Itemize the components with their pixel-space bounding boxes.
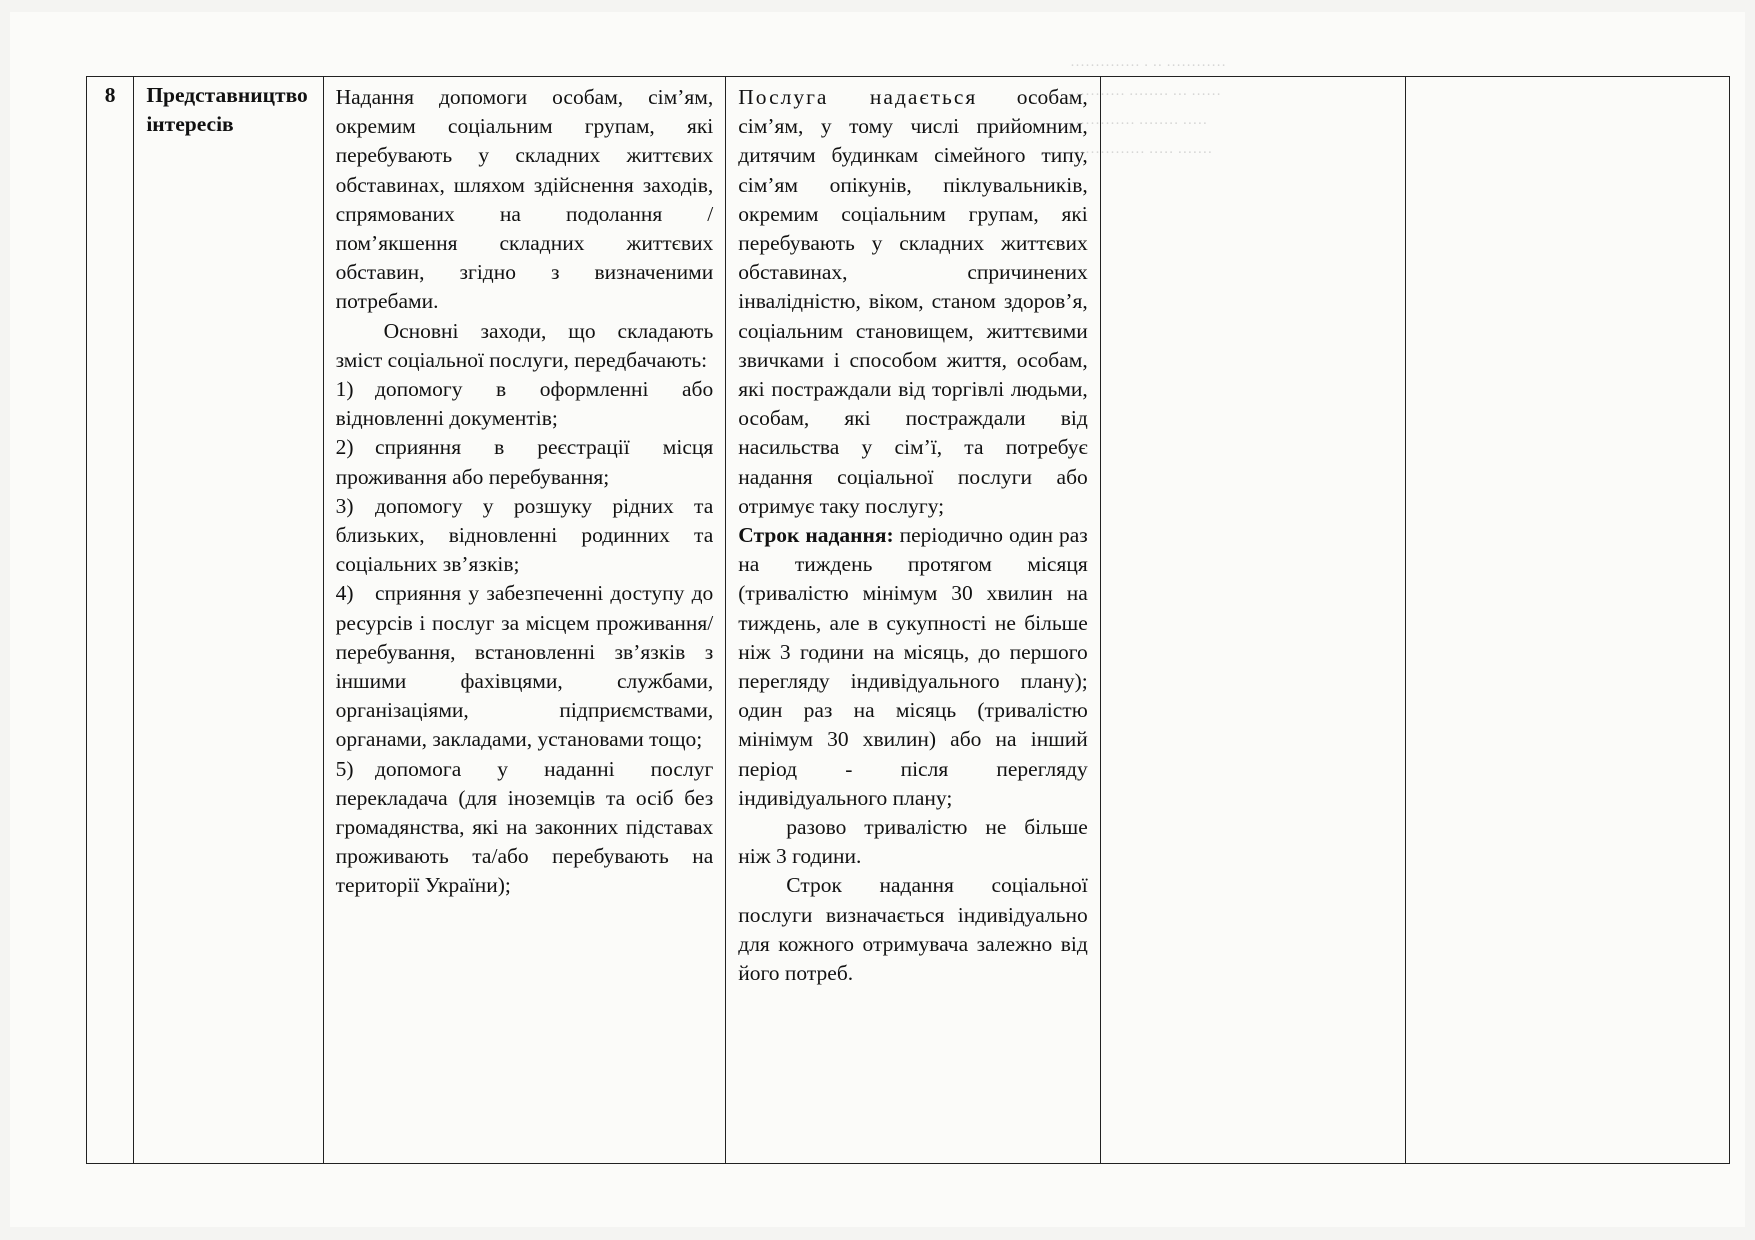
measure-item-4: 4) сприяння у забезпеченні доступу до ресурсів і послуг за місцем проживання/перебування, встановленні зв’язків з іншими фахівцями, службами, організаціями, підприємствами, органами, закладами, установами тощо;: [335, 581, 714, 752]
empty-column-6: [1405, 77, 1729, 1164]
recipients-text: особам, сім’ям, у тому числі прийомним, дитячим будинкам сімейного типу, сім’ям опікунів, піклувальників, окремим соціальним групам, які перебувають у складних життєвих обставинах, спричинених інвалідністю, віком, станом здоров’я, соціальним становищем, життєвими звичками і способом життя, особам, які постраждали від торгівлі людьми, особам, які постраждали від насильства у сім’ї, та потребує надання соціальної послуги або отримує таку послугу;: [738, 85, 1088, 518]
measure-item-1: 1) допомогу в оформленні або відновленні документів;: [335, 377, 714, 431]
empty-column-5: [1100, 77, 1405, 1164]
term-paragraph: [738, 521, 1088, 813]
service-description: [323, 77, 726, 1164]
measures-heading: Основні заходи, що складають зміст соціальної послуги, передбачають:: [335, 318, 714, 372]
term-individual: Строк надання соціальної послуги визначається індивідуально для кожного отримувача залежно від його потреб.: [738, 873, 1088, 986]
services-table: [86, 76, 1730, 1164]
table-row: [87, 77, 1730, 1164]
bleed-through-text: ·············· · ·· ············ ··········· ········ ··· ······ ············· ········ ····· ··············· ····· ·······: [1070, 58, 1227, 161]
document-page: [10, 12, 1745, 1227]
recipients-paragraph: [738, 83, 1088, 521]
term-once: разово тривалістю не більше ніж 3 години.: [738, 815, 1088, 869]
description-intro: Надання допомоги особам, сім’ям, окремим соціальним групам, які перебувають у складних життєвих обставинах, шляхом здійснення заходів, спрямованих на подолання / пом’якшення складних життєвих обставин, згідно з визначеними потребами.: [335, 85, 714, 314]
measure-item-2: 2) сприяння в реєстрації місця проживання або перебування;: [335, 435, 714, 489]
service-name: Представництво інтересів: [134, 77, 323, 1164]
term-label: Строк надання:: [738, 523, 894, 548]
recipients-lead: Послуга надається: [738, 85, 978, 109]
measure-item-3: 3) допомогу у розшуку рідних та близьких, відновленні родинних та соціальних зв’язків;: [335, 493, 714, 577]
measure-item-5: 5) допомога у наданні послуг перекладача (для іноземців та осіб без громадянства, які на законних підставах проживають та/або перебувають на території України);: [335, 756, 714, 898]
term-text: періодично один раз на тиждень протягом місяця (тривалістю мінімум 30 хвилин на тиждень, але в сукупності не більше ніж 3 години на місяць, до першого перегляду індивідуального плану); один раз на місяць (тривалістю мінімум 30 хвилин) або на інший період - після перегляду індивідуального плану;: [738, 523, 1088, 810]
row-number: 8: [87, 77, 134, 1164]
service-recipients: [726, 77, 1101, 1164]
